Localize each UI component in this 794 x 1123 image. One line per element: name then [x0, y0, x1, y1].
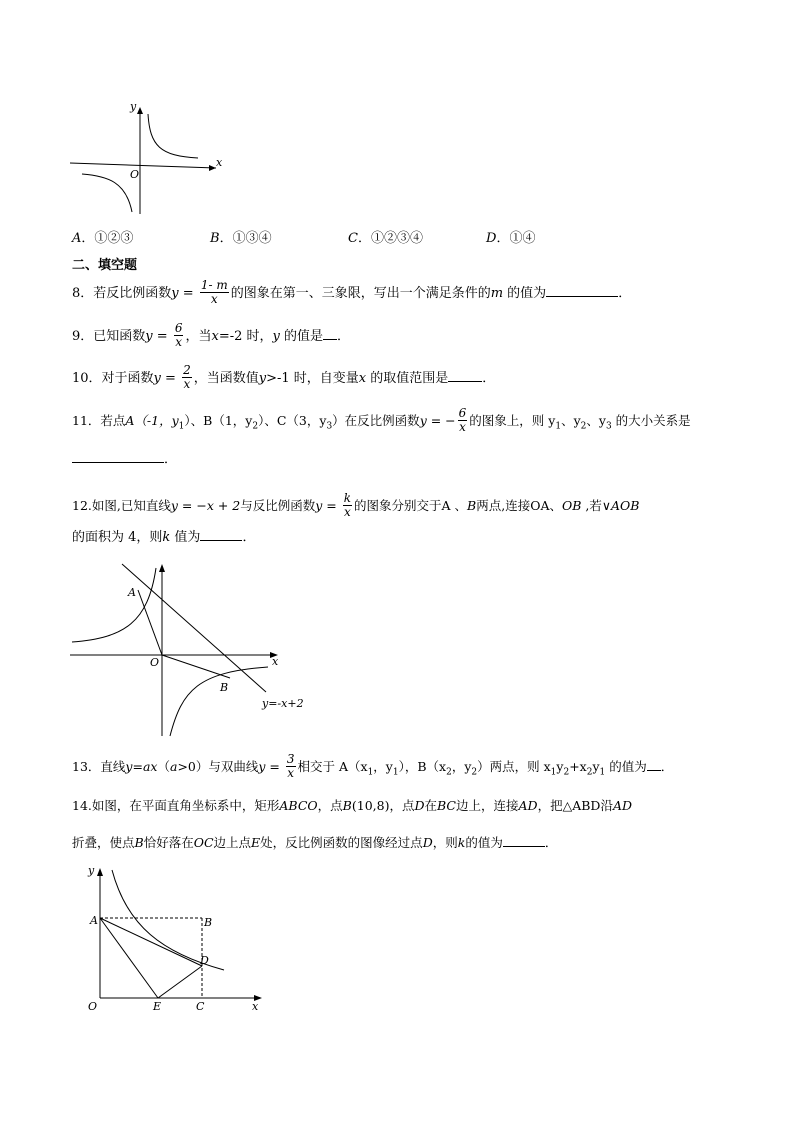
question-11: 11．若点A（-1，$y_1$）、B（1，$y_2$）、C（3，$y_3$）在反比例函数y = − $\frac{6}{x}$ 的图象上，则 $y_1$、$y_2$、$y_3$ 的大小关系是 [72, 406, 691, 434]
q14-point-c-label: C [196, 1000, 205, 1013]
q12-line-label: y=-x+2 [262, 697, 304, 710]
q12-origin-label: O [150, 656, 160, 669]
q14-point-e-label: E [153, 1000, 162, 1013]
q12-x-label: x [272, 655, 279, 668]
q12-graph [70, 560, 320, 740]
question-8: 8．若反比例函数y = $\frac{1- m}{x}$ 的图象在第一、三象限，写出一个满足条件的m 的值为 ． [72, 278, 632, 306]
q12-answer-blank[interactable] [200, 528, 242, 541]
question-12: 12.如图,已知直线y = −x + 2与反比例函数y = $\frac{k}{x}$ 的图象分别交于A 、B两点,连接OA、OB ,若∨AOB [72, 491, 640, 519]
q14-origin-label: O [88, 1000, 98, 1013]
q14-point-a-label: A [90, 914, 98, 927]
question-11-line-2: ． [72, 450, 177, 468]
q14-answer-blank[interactable] [503, 834, 545, 847]
q7-x-label: x [216, 156, 223, 169]
q12-point-a-label: A [128, 586, 136, 599]
question-9: 9．已知函数y = $\frac{6}{x}$ ，当x=-2 时，y 的值是 ． [72, 321, 351, 349]
q11-answer-blank[interactable] [72, 450, 164, 463]
q7-option-d: D．①④ [486, 231, 536, 246]
q14-point-b-label: B [204, 916, 213, 929]
q7-option-b: B．①③④ [210, 231, 272, 246]
q7-option-a: A．①②③ [72, 231, 134, 246]
q7-origin-label: O [130, 168, 140, 181]
q13-answer-blank[interactable] [647, 758, 661, 771]
q7-y-label: y [130, 100, 137, 113]
q10-fraction: $\frac{2}{x}$ [183, 363, 191, 391]
q12-fraction: $\frac{k}{x}$ [343, 491, 352, 519]
q12-point-b-label: B [220, 681, 229, 694]
q7-option-c: C．①②③④ [348, 231, 423, 246]
q8-answer-blank[interactable] [546, 284, 618, 297]
q14-x-label: x [252, 1000, 259, 1013]
q11-fraction: $\frac{6}{x}$ [458, 406, 467, 434]
question-10: 10．对于函数y = $\frac{2}{x}$ ，当函数值y>-1 时，自变量x 的取值范围是 ． [72, 363, 496, 391]
q7-hyperbola-graph [70, 96, 230, 218]
question-14: 14.如图，在平面直角坐标系中，矩形ABCO，点B(10,8)，点D在BC边上，连接AD，把△ABD沿AD [72, 798, 633, 813]
q13-fraction: $\frac{3}{x}$ [286, 752, 295, 780]
section-heading: 二、填空题 [72, 258, 138, 273]
q10-answer-blank[interactable] [448, 369, 482, 382]
q14-point-d-label: D [200, 954, 209, 967]
question-12-line-2: 的面积为 4，则k 值为 ． [72, 530, 256, 545]
question-13: 13．直线y=ax（a>0）与双曲线y = $\frac{3}{x}$ 相交于 $A(x_1$，$y_1$），$B(x_2$，$y_2$）两点，则 $x_1y_2+x_2y_1$ 的值为 ． [72, 752, 674, 780]
q14-graph [82, 858, 272, 1018]
q9-answer-blank[interactable] [323, 327, 337, 340]
q14-y-label: y [88, 864, 95, 877]
question-14-line-2: 折叠，使点B恰好落在OC边上点E处，反比例函数的图像经过点D，则k的值为 ． [72, 835, 558, 850]
q8-fraction: $\frac{1- m}{x}$ [200, 278, 228, 306]
q9-fraction: $\frac{6}{x}$ [174, 321, 183, 349]
